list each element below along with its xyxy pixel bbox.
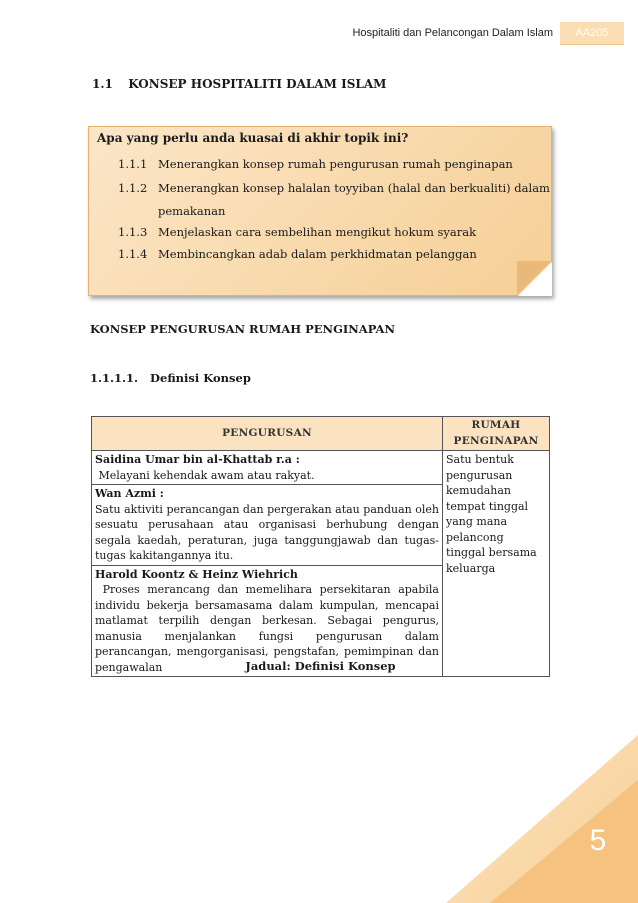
definition-author: Harold Koontz & Heinz Wiehrich (95, 567, 298, 581)
table-row (92, 451, 550, 485)
definition-cell (92, 451, 443, 485)
table-caption: Jadual: Definisi Konsep (245, 659, 396, 673)
definition-author: Wan Azmi : (95, 487, 164, 500)
section-title (92, 77, 386, 91)
objective-item (118, 247, 477, 261)
learning-objectives-box (88, 126, 552, 296)
section-title-text: KONSEP HOSPITALITI DALAM ISLAM (128, 77, 387, 91)
objective-number: 1.1.4 (118, 247, 148, 261)
objective-item (118, 225, 476, 239)
section-number: 1.1 (92, 77, 113, 91)
definition-cell (92, 485, 443, 566)
objective-text: Menerangkan konsep halalan toyyiban (halal dan berkualiti) dalam (158, 181, 550, 195)
running-header-title: Hospitaliti dan Pelancongan Dalam Islam (352, 27, 553, 39)
objective-text: Menjelaskan cara sembelihan mengikut hokum syarak (158, 225, 477, 239)
definition-author: Saidina Umar bin al-Khattab r.a : (95, 453, 300, 466)
definition-text: Melayani kehendak awam atau rakyat. (95, 468, 315, 482)
header-rumah-penginapan: RUMAH PENGINAPAN (443, 417, 550, 451)
objective-item (118, 157, 513, 171)
objective-text-continued: pemakanan (158, 204, 226, 218)
objective-number: 1.1.1 (118, 157, 148, 171)
subheading: KONSEP PENGURUSAN RUMAH PENGINAPAN (90, 322, 395, 336)
definition-text: Satu aktiviti perancangan dan pergerakan atau panduan oleh sesuatu perusahaan atau organisasi berhubung dengan segala kaedah, peraturan, juga tanggungjawab dan tugas-tugas kakitangannya itu. (95, 502, 439, 562)
objective-item (118, 181, 550, 195)
objective-number: 1.1.3 (118, 225, 148, 239)
subsubheading: 1.1.1.1. Definisi Konsep (90, 371, 251, 385)
header-underline (560, 44, 624, 45)
page-number: 5 (589, 824, 607, 857)
table-header-row (92, 417, 550, 451)
course-code-badge: AA205 (560, 22, 624, 44)
objective-text: Menerangkan konsep rumah pengurusan rumah penginapan (158, 157, 513, 171)
rumah-penginapan-definition: Satu bentuk pengurusan kemudahan tempat tinggal yang mana pelancong tinggal bersama keluarga (443, 451, 550, 677)
header-pengurusan: PENGURUSAN (92, 417, 443, 451)
objective-number: 1.1.2 (118, 181, 148, 195)
definitions-table (91, 416, 550, 677)
definition-text: Proses merancang dan memelihara persekitaran apabila individu bekerja bersamasama dalam kumpulan, mencapai matlamat terpilih dengan berkesan. Sebagai pengurus, manusia menjalankan fungsi pengurusan dalam perancangan, mengorganisasi, pengstafan, pemimpinan dan pengawalan (95, 583, 443, 674)
page-curl (518, 262, 552, 296)
objectives-title: Apa yang perlu anda kuasai di akhir topik ini? (97, 131, 409, 145)
objective-text: Membincangkan adab dalam perkhidmatan pelanggan (158, 247, 477, 261)
